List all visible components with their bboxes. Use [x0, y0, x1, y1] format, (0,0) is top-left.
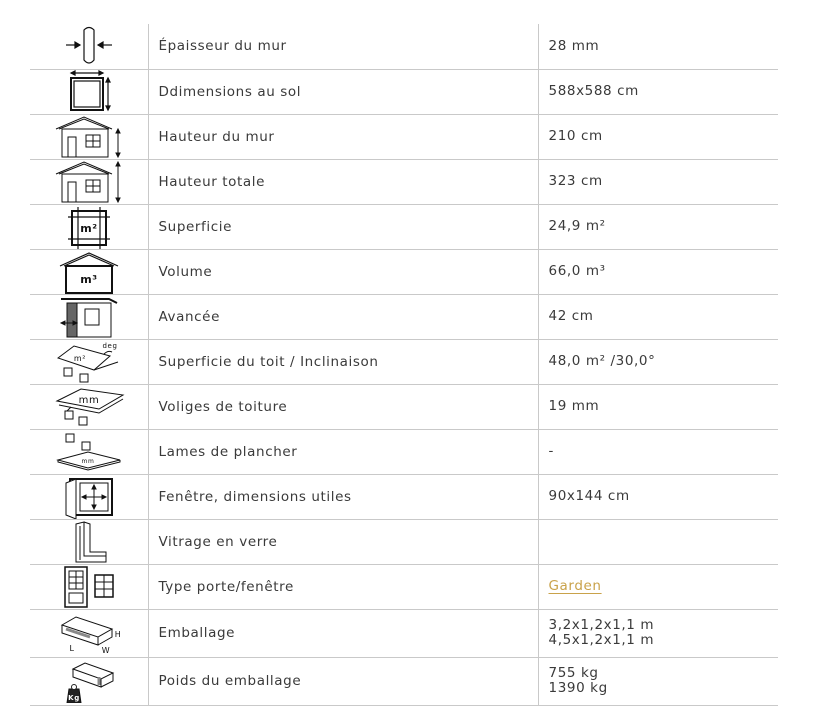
spec-value: 48,0 m² /30,0°	[538, 339, 778, 384]
spec-row-volume	[30, 249, 778, 294]
specifications-table	[30, 24, 778, 706]
spec-label: Hauteur du mur	[148, 114, 538, 159]
glazing-icon	[66, 520, 112, 564]
volume-icon	[56, 250, 122, 294]
total-height-icon	[54, 160, 124, 204]
spec-row-total-height	[30, 159, 778, 204]
volume-icon-text: m³	[80, 272, 98, 286]
spec-label: Épaisseur du mur	[148, 24, 538, 69]
roof-area-icon-text: m²	[73, 353, 86, 363]
spec-value: -	[538, 429, 778, 474]
packaging-icon	[56, 611, 122, 655]
floor-boards-icon	[54, 430, 124, 474]
spec-label: Voliges de toiture	[148, 384, 538, 429]
spec-label: Vitrage en verre	[148, 519, 538, 564]
wall-thickness-icon	[64, 24, 114, 68]
spec-row-overhang	[30, 294, 778, 339]
window-dimensions-icon	[62, 475, 116, 519]
weight-icon-text: Kg	[67, 694, 80, 702]
spec-value-line: 3,2x1,2x1,1 m	[548, 617, 655, 633]
spec-row-roof-boards	[30, 384, 778, 429]
floor-boards-icon-text: mm	[81, 457, 95, 465]
spec-value-line: 1390 kg	[548, 680, 608, 696]
spec-value: 210 cm	[538, 114, 778, 159]
spec-row-door-window-type	[30, 564, 778, 609]
package-weight-icon	[59, 659, 119, 703]
roof-slope-icon-text: deg	[102, 341, 118, 350]
spec-value: 66,0 m³	[538, 249, 778, 294]
spec-label: Volume	[148, 249, 538, 294]
spec-row-glazing	[30, 519, 778, 564]
spec-value: 588x588 cm	[538, 69, 778, 114]
spec-label: Poids du emballage	[148, 657, 538, 705]
spec-label: Ddimensions au sol	[148, 69, 538, 114]
packaging-width-icon-text: W	[101, 646, 111, 655]
spec-value: 42 cm	[538, 294, 778, 339]
spec-row-surface-area	[30, 204, 778, 249]
spec-label: Lames de plancher	[148, 429, 538, 474]
spec-value: 28 mm	[538, 24, 778, 69]
spec-row-floor-dimensions	[30, 69, 778, 114]
packaging-length-icon-text: L	[69, 644, 75, 653]
spec-value: 24,9 m²	[538, 204, 778, 249]
garden-type-link[interactable]: Garden	[548, 578, 602, 594]
spec-row-wall-thickness	[30, 24, 778, 69]
spec-row-roof-area-slope	[30, 339, 778, 384]
spec-label: Superficie	[148, 204, 538, 249]
surface-area-icon-text: m²	[80, 221, 98, 235]
spec-row-window-dimensions	[30, 474, 778, 519]
packaging-height-icon-text: H	[114, 630, 122, 639]
spec-row-wall-height	[30, 114, 778, 159]
wall-height-icon	[54, 115, 124, 159]
floor-dimensions-icon	[63, 70, 115, 114]
spec-row-packaging	[30, 609, 778, 657]
overhang-icon	[59, 295, 119, 339]
spec-label: Fenêtre, dimensions utiles	[148, 474, 538, 519]
spec-row-package-weight	[30, 657, 778, 705]
spec-value	[538, 519, 778, 564]
surface-area-icon	[64, 205, 114, 249]
spec-label: Emballage	[148, 609, 538, 657]
spec-label: Superficie du toit / Inclinaison	[148, 339, 538, 384]
spec-value: 90x144 cm	[538, 474, 778, 519]
roof-boards-icon	[53, 385, 125, 429]
spec-label: Hauteur totale	[148, 159, 538, 204]
roof-area-slope-icon	[54, 340, 124, 384]
spec-value: 19 mm	[538, 384, 778, 429]
spec-label: Type porte/fenêtre	[148, 564, 538, 609]
spec-value-line: 755 kg	[548, 665, 599, 681]
spec-label: Avancée	[148, 294, 538, 339]
spec-value: 323 cm	[538, 159, 778, 204]
roof-boards-icon-text: mm	[78, 394, 100, 406]
spec-value-line: 4,5x1,2x1,1 m	[548, 632, 655, 648]
spec-row-floor-boards	[30, 429, 778, 474]
door-window-type-icon	[59, 565, 119, 609]
